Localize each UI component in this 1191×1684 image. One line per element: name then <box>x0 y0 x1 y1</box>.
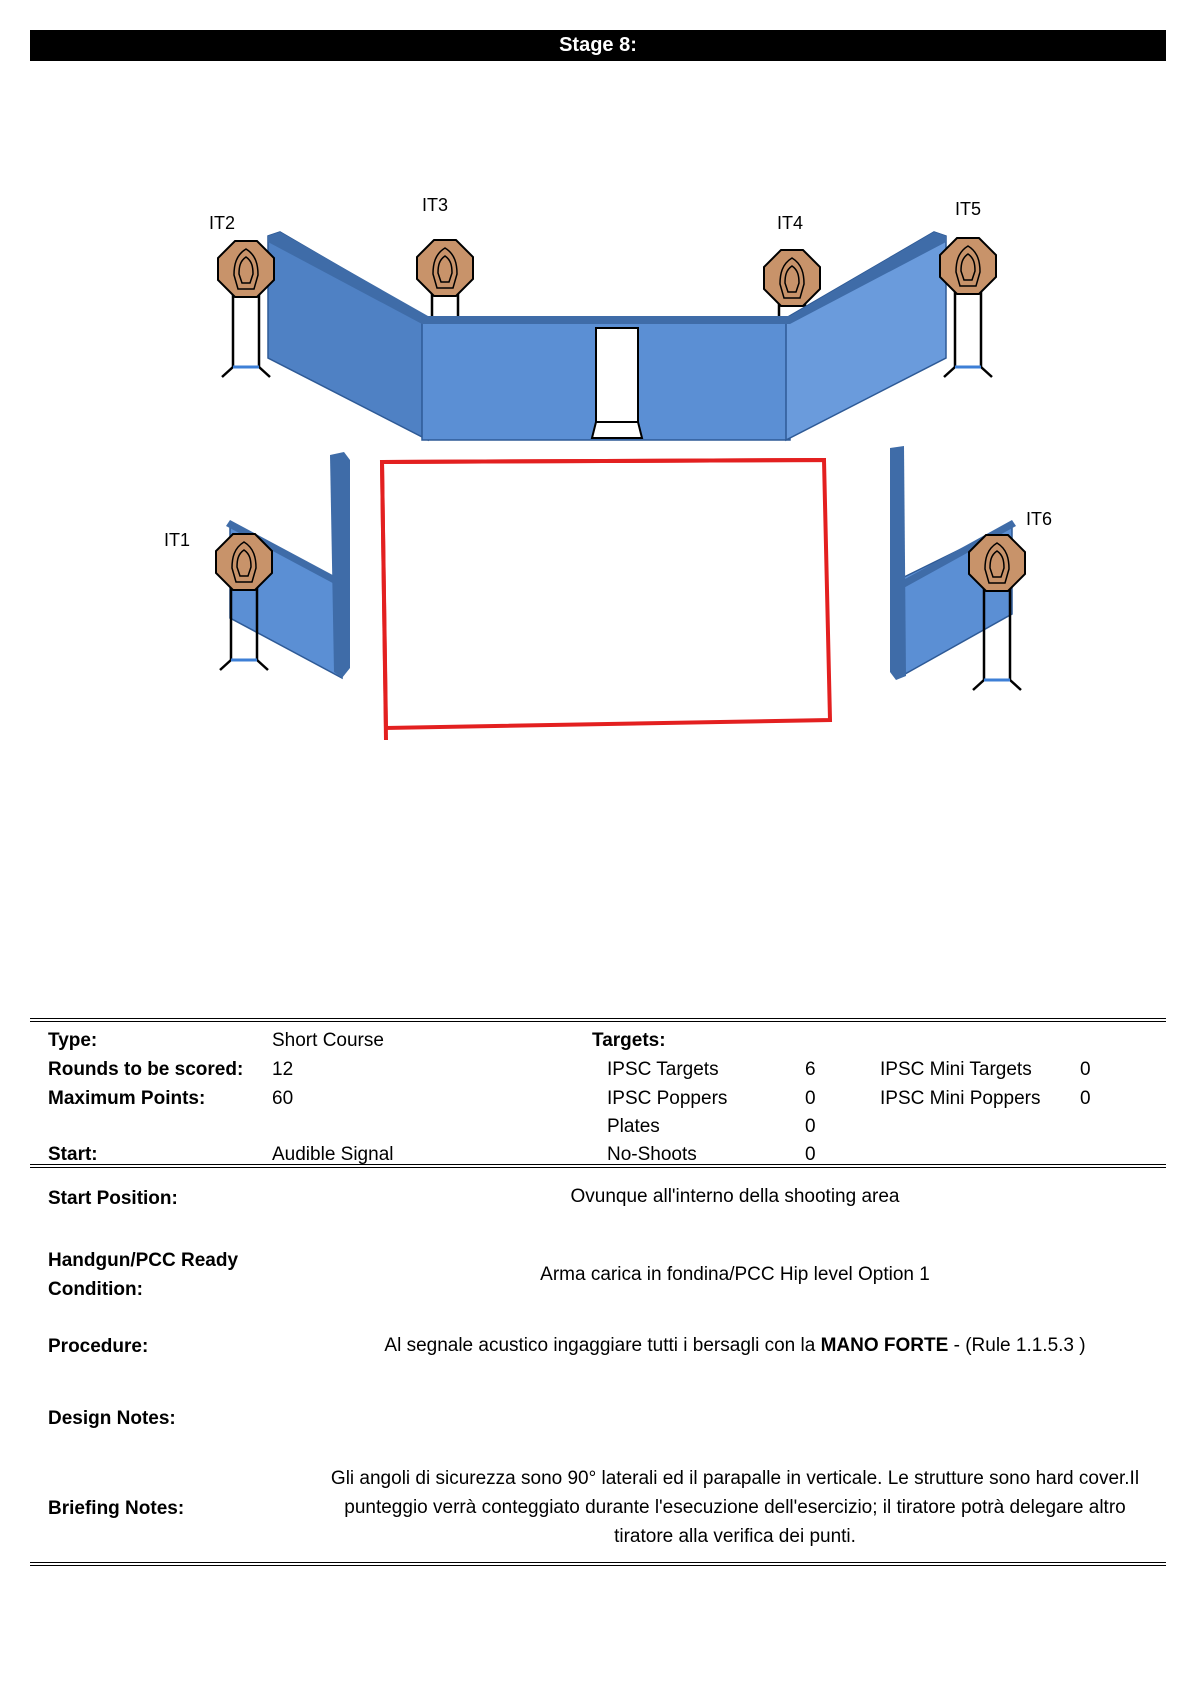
ipsc-poppers-value: 0 <box>805 1088 816 1109</box>
briefing-line-1: Gli angoli di sicurezza sono 90° laterali ed il parapalle in verticale. Le strutture sono hard cover.Il <box>330 1468 1140 1489</box>
type-label: Type: <box>48 1030 98 1051</box>
stage-title: Stage 8: <box>559 34 637 56</box>
noshoots-label: No-Shoots <box>607 1144 697 1165</box>
briefing-notes-label: Briefing Notes: <box>48 1498 185 1519</box>
noshoots-value: 0 <box>805 1144 816 1165</box>
plates-label: Plates <box>607 1116 660 1137</box>
briefing-line-2: punteggio verrà conteggiato durante l'esecuzione dell'esercizio; il tiratore potrà delegare altro <box>344 1497 1126 1518</box>
start-position-value: Ovunque all'interno della shooting area <box>570 1186 900 1207</box>
targets-label: Targets: <box>592 1030 666 1051</box>
points-label: Maximum Points: <box>48 1088 206 1109</box>
ipsc-poppers-label: IPSC Poppers <box>607 1088 728 1109</box>
procedure-label: Procedure: <box>48 1336 149 1357</box>
briefing-line-3: tiratore alla verifica dei punti. <box>614 1526 856 1547</box>
ready-condition-label-line2: Condition: <box>48 1279 143 1300</box>
target-it3 <box>417 240 473 296</box>
ready-condition-label-line1: Handgun/PCC Ready <box>48 1250 239 1271</box>
target-it6 <box>969 535 1025 591</box>
ready-condition-value: Arma carica in fondina/PCC Hip level Option 1 <box>540 1264 930 1285</box>
start-position-label: Start Position: <box>48 1188 178 1209</box>
label-it3: IT3 <box>422 195 449 215</box>
rounds-value: 12 <box>272 1059 294 1080</box>
procedure-text-start: Al segnale acustico ingaggiare tutti i bersagli con la <box>384 1335 821 1356</box>
mini-targets-label: IPSC Mini Targets <box>880 1059 1032 1080</box>
label-it5: IT5 <box>955 199 982 219</box>
plates-value: 0 <box>805 1116 816 1137</box>
label-it2: IT2 <box>209 213 236 233</box>
briefing-notes-value <box>270 1464 1191 1551</box>
procedure-text-end: - (Rule 1.1.5.3 ) <box>948 1335 1086 1356</box>
back-wall <box>268 232 946 440</box>
mini-poppers-value: 0 <box>1080 1088 1091 1109</box>
start-value: Audible Signal <box>272 1144 394 1165</box>
type-value: Short Course <box>272 1030 384 1051</box>
rounds-label: Rounds to be scored: <box>48 1059 244 1080</box>
points-value: 60 <box>272 1088 294 1109</box>
design-notes-label: Design Notes: <box>48 1408 176 1429</box>
target-it5 <box>940 238 996 294</box>
start-label: Start: <box>48 1144 98 1165</box>
mini-targets-value: 0 <box>1080 1059 1091 1080</box>
target-it1 <box>216 534 272 590</box>
procedure-text-bold: MANO FORTE <box>820 1335 949 1356</box>
label-it6: IT6 <box>1026 509 1053 529</box>
ipsc-targets-value: 6 <box>805 1059 816 1080</box>
stage-info-table <box>30 1018 1166 1168</box>
mini-poppers-label: IPSC Mini Poppers <box>880 1088 1041 1109</box>
label-it4: IT4 <box>777 213 804 233</box>
procedure-value <box>270 1331 1191 1360</box>
stage-notes-section <box>30 1168 1166 1566</box>
label-it1: IT1 <box>164 530 191 550</box>
shooting-area <box>382 460 830 728</box>
target-it2 <box>218 241 274 297</box>
target-it4 <box>764 250 820 306</box>
ipsc-targets-label: IPSC Targets <box>607 1059 719 1080</box>
